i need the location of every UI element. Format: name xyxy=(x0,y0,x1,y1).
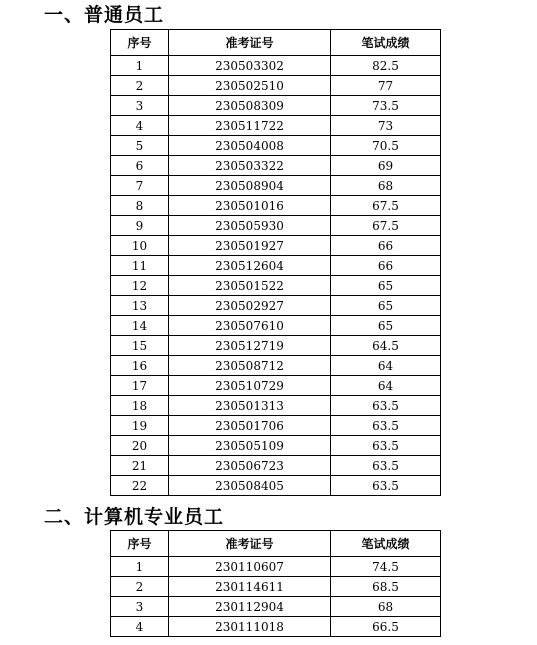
cell-exam-ticket-no: 230505109 xyxy=(169,436,331,456)
cell-exam-ticket-no: 230501016 xyxy=(169,196,331,216)
cell-written-score: 69 xyxy=(331,156,441,176)
cell-exam-ticket-no: 230506723 xyxy=(169,456,331,476)
cell-written-score: 64 xyxy=(331,376,441,396)
table-row xyxy=(111,216,441,236)
general-staff-score-table xyxy=(110,29,441,496)
table-row xyxy=(111,116,441,136)
table-row xyxy=(111,577,441,597)
cell-exam-ticket-no: 230112904 xyxy=(169,597,331,617)
table-row xyxy=(111,376,441,396)
table-row xyxy=(111,416,441,436)
cell-exam-ticket-no: 230501313 xyxy=(169,396,331,416)
table-row xyxy=(111,276,441,296)
table-row xyxy=(111,436,441,456)
cell-seq-no: 7 xyxy=(111,176,169,196)
cell-seq-no: 17 xyxy=(111,376,169,396)
cell-seq-no: 11 xyxy=(111,256,169,276)
cell-written-score: 66 xyxy=(331,256,441,276)
table-row xyxy=(111,356,441,376)
cell-written-score: 68 xyxy=(331,176,441,196)
cell-exam-ticket-no: 230510729 xyxy=(169,376,331,396)
table-row xyxy=(111,96,441,116)
cell-seq-no: 2 xyxy=(111,577,169,597)
cell-seq-no: 9 xyxy=(111,216,169,236)
cell-written-score: 67.5 xyxy=(331,216,441,236)
cell-exam-ticket-no: 230512604 xyxy=(169,256,331,276)
cell-seq-no: 8 xyxy=(111,196,169,216)
cell-exam-ticket-no: 230508309 xyxy=(169,96,331,116)
cell-seq-no: 22 xyxy=(111,476,169,496)
cell-written-score: 68.5 xyxy=(331,577,441,597)
table-row xyxy=(111,336,441,356)
table-row xyxy=(111,557,441,577)
table-header-row xyxy=(111,531,441,557)
header-seq-no: 序号 xyxy=(111,30,169,56)
cell-seq-no: 10 xyxy=(111,236,169,256)
header-exam-ticket-no: 准考证号 xyxy=(169,30,331,56)
cell-exam-ticket-no: 230508405 xyxy=(169,476,331,496)
cell-exam-ticket-no: 230501706 xyxy=(169,416,331,436)
cell-seq-no: 12 xyxy=(111,276,169,296)
cell-written-score: 74.5 xyxy=(331,557,441,577)
section-title-general-staff: 一、普通员工 xyxy=(44,4,165,26)
cell-exam-ticket-no: 230114611 xyxy=(169,577,331,597)
cell-seq-no: 3 xyxy=(111,96,169,116)
cell-written-score: 65 xyxy=(331,296,441,316)
cell-exam-ticket-no: 230508712 xyxy=(169,356,331,376)
cell-written-score: 77 xyxy=(331,76,441,96)
header-written-score: 笔试成绩 xyxy=(331,30,441,56)
cell-written-score: 65 xyxy=(331,316,441,336)
cell-written-score: 63.5 xyxy=(331,436,441,456)
cell-seq-no: 19 xyxy=(111,416,169,436)
table-row xyxy=(111,196,441,216)
table-row xyxy=(111,56,441,76)
cell-written-score: 73.5 xyxy=(331,96,441,116)
table-row xyxy=(111,176,441,196)
cell-written-score: 67.5 xyxy=(331,196,441,216)
cell-written-score: 64 xyxy=(331,356,441,376)
cell-exam-ticket-no: 230111018 xyxy=(169,617,331,637)
table-row xyxy=(111,156,441,176)
cell-written-score: 63.5 xyxy=(331,456,441,476)
cell-written-score: 66.5 xyxy=(331,617,441,637)
cell-exam-ticket-no: 230508904 xyxy=(169,176,331,196)
cell-exam-ticket-no: 230502510 xyxy=(169,76,331,96)
cell-written-score: 66 xyxy=(331,236,441,256)
table-row xyxy=(111,476,441,496)
header-written-score: 笔试成绩 xyxy=(331,531,441,557)
cell-seq-no: 20 xyxy=(111,436,169,456)
table-row xyxy=(111,256,441,276)
cell-seq-no: 1 xyxy=(111,56,169,76)
cell-written-score: 68 xyxy=(331,597,441,617)
cell-exam-ticket-no: 230110607 xyxy=(169,557,331,577)
cell-exam-ticket-no: 230503322 xyxy=(169,156,331,176)
cell-written-score: 82.5 xyxy=(331,56,441,76)
table-row xyxy=(111,136,441,156)
computer-staff-score-table xyxy=(110,530,441,637)
cell-seq-no: 18 xyxy=(111,396,169,416)
cell-exam-ticket-no: 230503302 xyxy=(169,56,331,76)
cell-seq-no: 3 xyxy=(111,597,169,617)
cell-seq-no: 5 xyxy=(111,136,169,156)
cell-exam-ticket-no: 230507610 xyxy=(169,316,331,336)
table-header-row xyxy=(111,30,441,56)
cell-written-score: 70.5 xyxy=(331,136,441,156)
cell-seq-no: 4 xyxy=(111,116,169,136)
table-row xyxy=(111,617,441,637)
cell-seq-no: 16 xyxy=(111,356,169,376)
cell-exam-ticket-no: 230502927 xyxy=(169,296,331,316)
cell-written-score: 64.5 xyxy=(331,336,441,356)
cell-written-score: 63.5 xyxy=(331,396,441,416)
cell-seq-no: 6 xyxy=(111,156,169,176)
table-row xyxy=(111,76,441,96)
cell-seq-no: 14 xyxy=(111,316,169,336)
section-title-computer-staff: 二、计算机专业员工 xyxy=(44,506,225,528)
table-row xyxy=(111,236,441,256)
cell-seq-no: 2 xyxy=(111,76,169,96)
cell-exam-ticket-no: 230505930 xyxy=(169,216,331,236)
cell-seq-no: 21 xyxy=(111,456,169,476)
cell-seq-no: 13 xyxy=(111,296,169,316)
cell-written-score: 63.5 xyxy=(331,476,441,496)
cell-exam-ticket-no: 230501927 xyxy=(169,236,331,256)
cell-written-score: 73 xyxy=(331,116,441,136)
cell-exam-ticket-no: 230504008 xyxy=(169,136,331,156)
cell-seq-no: 1 xyxy=(111,557,169,577)
cell-written-score: 65 xyxy=(331,276,441,296)
cell-exam-ticket-no: 230501522 xyxy=(169,276,331,296)
table-row xyxy=(111,396,441,416)
cell-exam-ticket-no: 230511722 xyxy=(169,116,331,136)
cell-written-score: 63.5 xyxy=(331,416,441,436)
header-seq-no: 序号 xyxy=(111,531,169,557)
cell-seq-no: 4 xyxy=(111,617,169,637)
cell-exam-ticket-no: 230512719 xyxy=(169,336,331,356)
table-row xyxy=(111,597,441,617)
table-row xyxy=(111,456,441,476)
header-exam-ticket-no: 准考证号 xyxy=(169,531,331,557)
table-row xyxy=(111,316,441,336)
table-row xyxy=(111,296,441,316)
cell-seq-no: 15 xyxy=(111,336,169,356)
